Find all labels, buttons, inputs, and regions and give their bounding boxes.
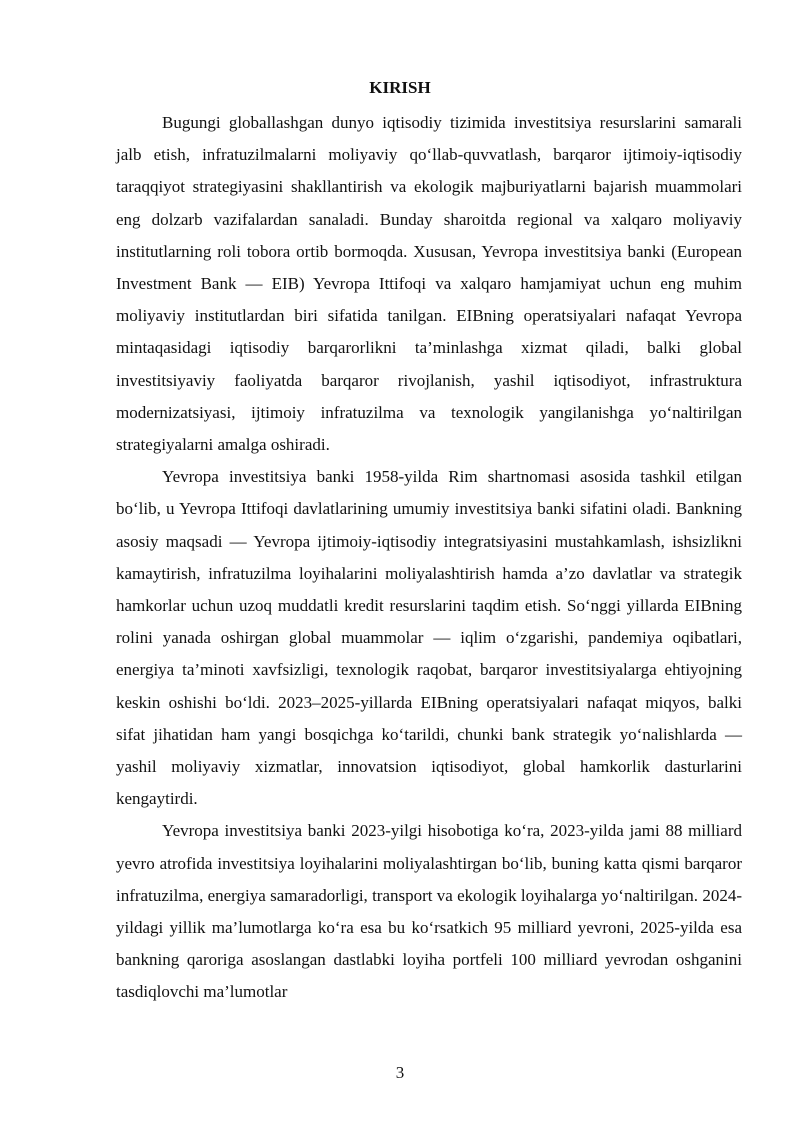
paragraph-history: Yevropa investitsiya banki 1958-yilda Rim shartnomasi asosida tashkil etilgan bo‘lib, u Yevropa Ittifoqi davlatlarining umumiy investitsiya banki sifatini oladi. Bankning asosiy maqsadi — Yevropa ijtimoiy-iqtisodiy integratsiyasini mustahkamlash, ishsizlikni kamaytirish, infratuzilma loyihalarini moliyalashtirish hamda a’zo davlatlar va strategik hamkorlar uchun uzoq muddatli kredit resurslarini taqdim etish. So‘nggi yillarda EIBning rolini yanada oshirgan global muammolar — iqlim o‘zgarishi, pandemiya oqibatlari, energiya ta’minoti xavfsizligi, texnologik raqobat, barqaror investitsiyalarga ehtiyojning keskin oshishi bo‘ldi. 2023–2025-yillarda EIBning operatsiyalari nafaqat miqyos, balki sifat jihatidan ham yangi bosqichga ko‘tarildi, chunki bank strategik yo‘nalishlarda — yashil moliyaviy xizmatlar, innovatsion iqtisodiyot, global hamkorlik dasturlarini kengaytirdi. [116,467,742,809]
page-number: 3 [395,1063,405,1082]
paragraph-statistics: Yevropa investitsiya banki 2023-yilgi hisobotiga ko‘ra, 2023-yilda jami 88 milliard yevro atrofida investitsiya loyihalarini moliyalashtirgan bo‘lib, buning katta qismi barqaror infratuzilma, energiya samaradorligi, transport va ekologik loyihalarga yo‘naltirilgan. 2024-yildagi yillik ma’lumotlarga ko‘ra esa bu ko‘rsatkich 95 milliard yevroni, 2025-yilda esa bankning qaroriga asoslangan dastlabki loyiha portfeli 100 milliard yevrodan oshganini tasdiqlovchi ma’lumotlar [116,821,742,1002]
body-text [116,107,742,1009]
paragraph-intro: Bugungi globallashgan dunyo iqtisodiy tizimida investitsiya resurslarini samarali jalb etish, infratuzilmalarni moliyaviy qo‘llab-quvvatlash, barqaror ijtimoiy-iqtisodiy taraqqiyot strategiyasini shakllantirish va ekologik majburiyatlarni bajarish muammolari eng dolzarb vazifalardan sanaladi. Bunday sharoitda regional va xalqaro moliyaviy institutlarning roli tobora ortib bormoqda. Xususan, Yevropa investitsiya banki (European Investment Bank — EIB) Yevropa Ittifoqi va xalqaro hamjamiyat uchun eng muhim moliyaviy institutlardan biri sifatida tanilgan. EIBning operatsiyalari nafaqat Yevropa mintaqasidagi iqtisodiy barqarorlikni ta’minlashga xizmat qiladi, balki global investitsiyaviy faoliyatda barqaror rivojlanish, yashil iqtisodiyot, infrastruktura modernizatsiyasi, ijtimoiy infratuzilma va texnologik yangilanishga yo‘naltirilgan strategiyalarni amalga oshiradi. [116,113,742,455]
page-title: KIRISH [369,78,431,97]
